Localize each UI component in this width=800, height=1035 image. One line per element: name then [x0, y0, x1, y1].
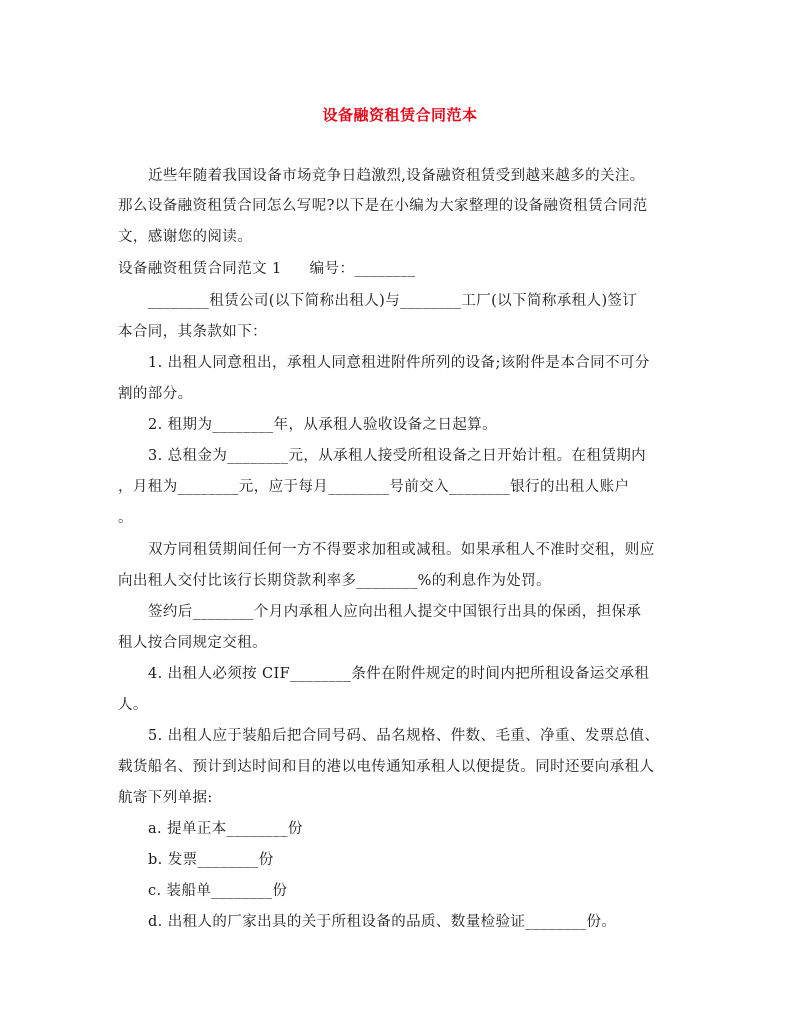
clause2-line: 2. 租期为________年，从承租人验收设备之日起算。: [148, 417, 498, 433]
contract-number-label: 编号：________: [309, 261, 416, 277]
clause5-line-1: 5. 出租人应于装船后把合同号码、品名规格、件数、毛重、净重、发票总值、: [148, 728, 660, 744]
document-item-d: d. 出租人的厂家出具的关于所租设备的品质、数量检验证________份。: [148, 914, 617, 930]
document-item-b: b. 发票________份: [148, 852, 274, 868]
intro-line-3: 文，感谢您的阅读。: [118, 229, 253, 245]
guarantee-line-1: 签约后________个月内承租人应向出租人提交中国银行出具的保函，担保承: [148, 604, 642, 620]
document-item-a: a. 提单正本________份: [148, 821, 303, 837]
clause1-line-2: 割的部分。: [118, 386, 193, 402]
document-title: 设备融资租赁合同范本: [322, 106, 478, 124]
guarantee-line-2: 租人按合同规定交租。: [118, 635, 267, 651]
sample-heading: 设备融资租赁合同范文 1: [118, 261, 282, 277]
rent-change-line-1: 双方同租赁期间任何一方不得要求加租或减租。如果承租人不准时交租，则应: [148, 542, 655, 558]
clause4-line-2: 人。: [118, 697, 148, 713]
clause1-line-1: 1. 出租人同意租出，承租人同意租进附件所列的设备;该附件是本合同不可分: [148, 355, 650, 371]
parties-line-1: ________租赁公司(以下简称出租人)与________工厂(以下简称承租人)签订: [148, 293, 638, 309]
rent-change-line-2: 向出租人交付比该行长期贷款利率多________%的利息作为处罚。: [118, 573, 551, 589]
intro-line-1: 近些年随着我国设备市场竞争日趋激烈,设备融资租赁受到越来越多的关注。: [148, 168, 645, 184]
document-item-c: c. 装船单________份: [148, 883, 288, 899]
parties-line-2: 本合同，其条款如下：: [118, 324, 267, 340]
sample-heading-line: [118, 259, 698, 279]
intro-line-2: 那么设备融资租赁合同怎么写呢?以下是在小编为大家整理的设备融资租赁合同范: [118, 198, 648, 214]
clause3-line-1: 3. 总租金为________元，从承租人接受所租设备之日开始计租。在租赁期内: [148, 448, 647, 464]
clause3-line-2: ，月租为________元，应于每月________号前交入________银行的出租人账户: [118, 479, 630, 495]
clause5-line-2: 载货船名、预计到达时间和目的港以电传通知承租人以便提货。同时还要向承租人: [118, 759, 655, 775]
clause5-line-3: 航寄下列单据:: [118, 790, 213, 806]
clause4-line-1: 4. 出租人必须按 CIF________条件在附件规定的时间内把所租设备运交承租: [148, 666, 650, 682]
clause3-line-3: 。: [118, 510, 133, 526]
